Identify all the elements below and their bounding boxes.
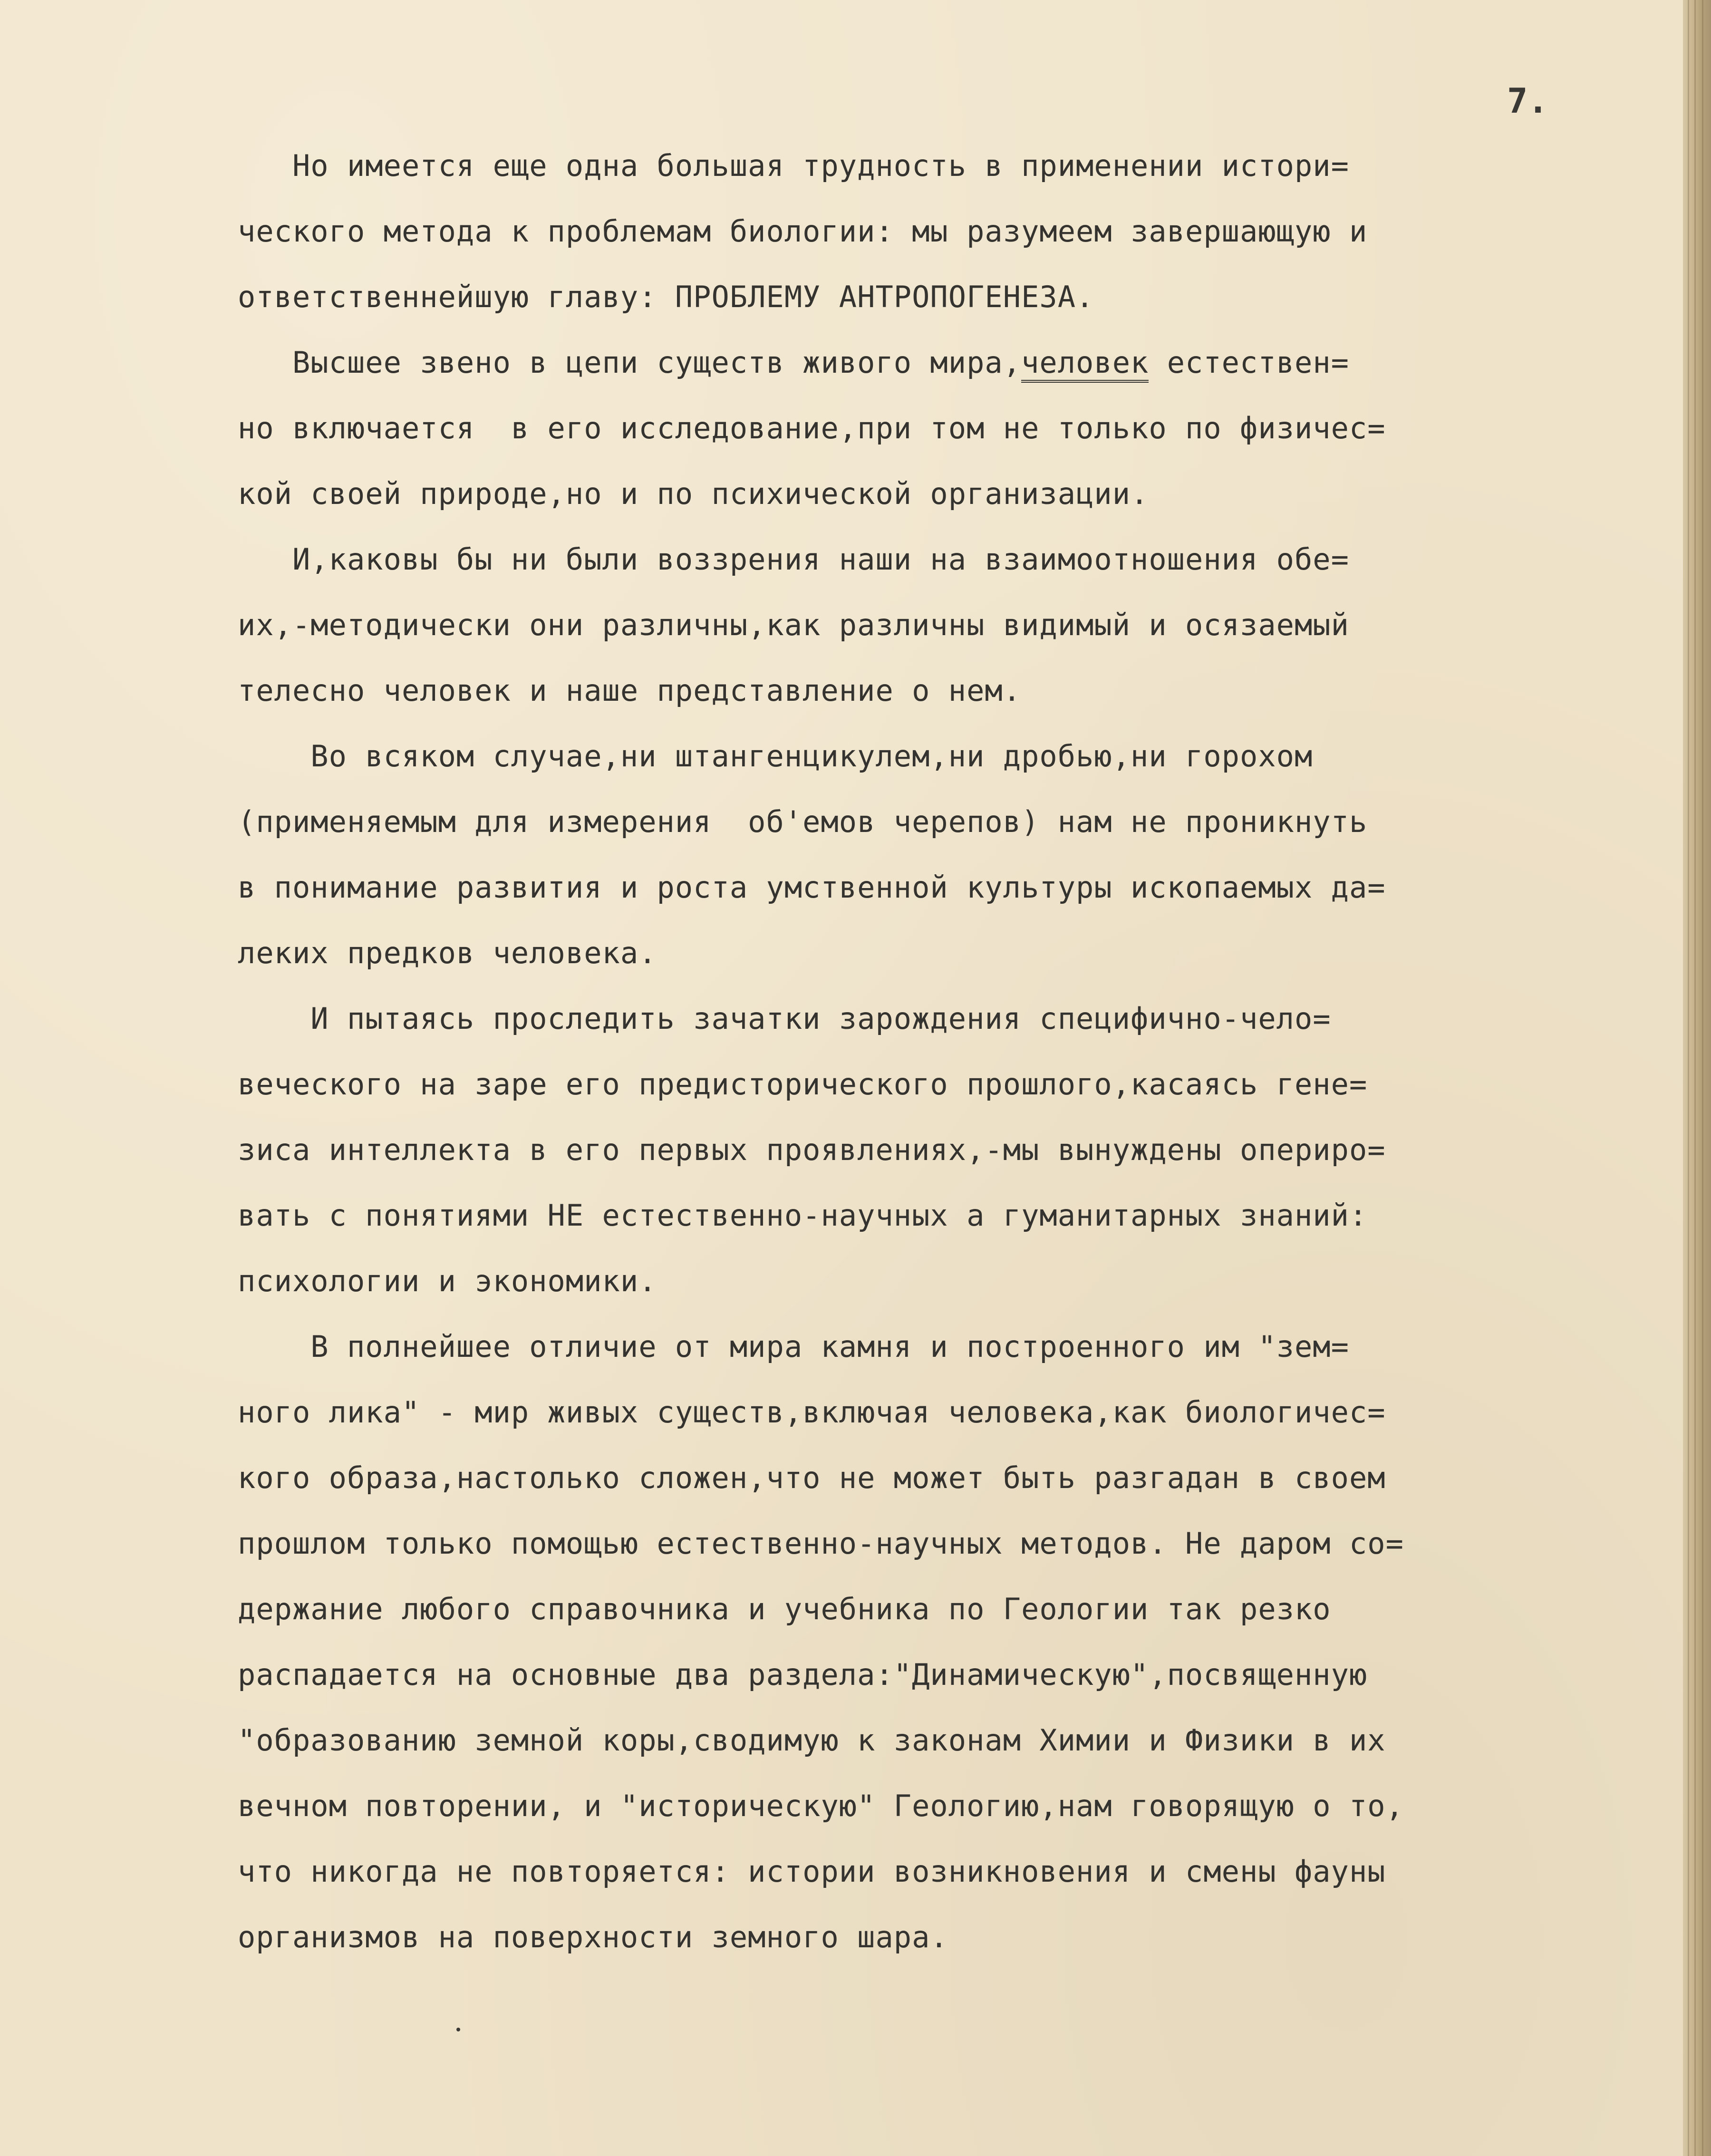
text-line-content: кой своей природе,но и по психической организации. (238, 476, 1149, 511)
text-line-content: вечном повторении, и "историческую" Геологию,нам говорящую о то, (238, 1789, 1404, 1823)
text-line-content: ответственнейшую главу: ПРОБЛЕМУ АНТРОПОГЕНЕЗА. (238, 280, 1094, 314)
text-line (238, 133, 1597, 199)
text-line (238, 1052, 1597, 1117)
text-line (238, 920, 1597, 986)
text-line (238, 461, 1597, 527)
text-line (238, 330, 1597, 396)
page-edge-line (1694, 0, 1696, 2156)
text-line (238, 658, 1597, 724)
underlined-word: человек (1021, 345, 1149, 383)
text-line-content: Во всяком случае,ни штангенцикулем,ни дробью,ни горохом (238, 739, 1313, 773)
text-line-content: В полнейшее отличие от мира камня и построенного им "зем= (238, 1329, 1349, 1364)
text-line (238, 1708, 1597, 1773)
text-line (238, 592, 1597, 658)
text-line-content: кого образа,настолько сложен,что не может быть разгадан в своем (238, 1460, 1386, 1495)
page-number: 7. (1507, 81, 1548, 121)
text-line-content: веческого на заре его предисторического прошлого,касаясь гене= (238, 1067, 1368, 1102)
text-line (238, 724, 1597, 789)
text-line (238, 1183, 1597, 1248)
text-line (238, 1117, 1597, 1183)
text-line (238, 1839, 1597, 1905)
text-line-content: психологии и экономики. (238, 1264, 657, 1298)
text-line-content: "образованию земной коры,сводимую к законам Химии и Физики в их (238, 1723, 1386, 1758)
text-line-content: ческого метода к проблемам биологии: мы разумеем завершающую и (238, 214, 1368, 249)
text-line (238, 1511, 1597, 1576)
text-line-content: ного лика" - мир живых существ,включая человека,как биологичес= (238, 1395, 1386, 1430)
text-line (238, 855, 1597, 920)
text-line (238, 1380, 1597, 1445)
text-line-content: но включается в его исследование,при том не только по физичес= (238, 411, 1386, 445)
text-line (238, 199, 1597, 264)
typed-body-text (238, 133, 1597, 1970)
text-line-content: Но имеется еще одна большая трудность в применении истори= (238, 148, 1349, 183)
text-line (238, 1905, 1597, 1970)
text-line (238, 1773, 1597, 1839)
ink-speck (456, 2028, 460, 2031)
text-line (238, 1248, 1597, 1314)
page-edge-line (1702, 0, 1703, 2156)
page-stack-edge (1683, 0, 1711, 2156)
text-line-content: телесно человек и наше представление о нем. (238, 673, 1022, 708)
text-line (238, 1576, 1597, 1642)
text-line-content: их,-методически они различны,как различны видимый и осязаемый (238, 608, 1349, 642)
text-line (238, 1314, 1597, 1380)
text-line-content: в понимание развития и роста умственной культуры ископаемых да= (238, 870, 1386, 905)
text-line-content: организмов на поверхности земного шара. (238, 1920, 948, 1954)
text-line-content: (применяемым для измерения об'емов черепов) нам не проникнуть (238, 804, 1368, 839)
page-edge-line (1688, 0, 1689, 2156)
text-line (238, 264, 1597, 330)
text-line-content: Высшее звено в цепи существ живого мира, (238, 345, 1022, 380)
text-line (238, 1445, 1597, 1511)
text-line-content: зиса интеллекта в его первых проявлениях,-мы вынуждены оперирo= (238, 1132, 1386, 1167)
text-line-content: И,каковы бы ни были воззрения наши на взаимоотношения обе= (238, 542, 1349, 577)
text-line-content: распадается на основные два раздела:"Динамическую",посвященную (238, 1657, 1368, 1692)
text-line (238, 527, 1597, 592)
text-line-content: что никогда не повторяется: истории возникновения и смены фауны (238, 1854, 1386, 1889)
text-line (238, 396, 1597, 461)
text-line (238, 986, 1597, 1052)
text-line-content: И пытаясь проследить зачатки зарождения специфично-чело= (238, 1001, 1331, 1036)
text-line-content: вать с понятиями НЕ естественно-научных а гуманитарных знаний: (238, 1198, 1368, 1233)
text-line-content: держание любого справочника и учебника по Геологии так резко (238, 1592, 1331, 1626)
text-line (238, 1642, 1597, 1708)
text-line (238, 789, 1597, 855)
text-line-continuation: естествен= (1149, 345, 1349, 380)
text-line-content: леких предков человека. (238, 936, 657, 970)
text-line-content: прошлом только помощью естественно-научных методов. Не даром со= (238, 1526, 1404, 1561)
